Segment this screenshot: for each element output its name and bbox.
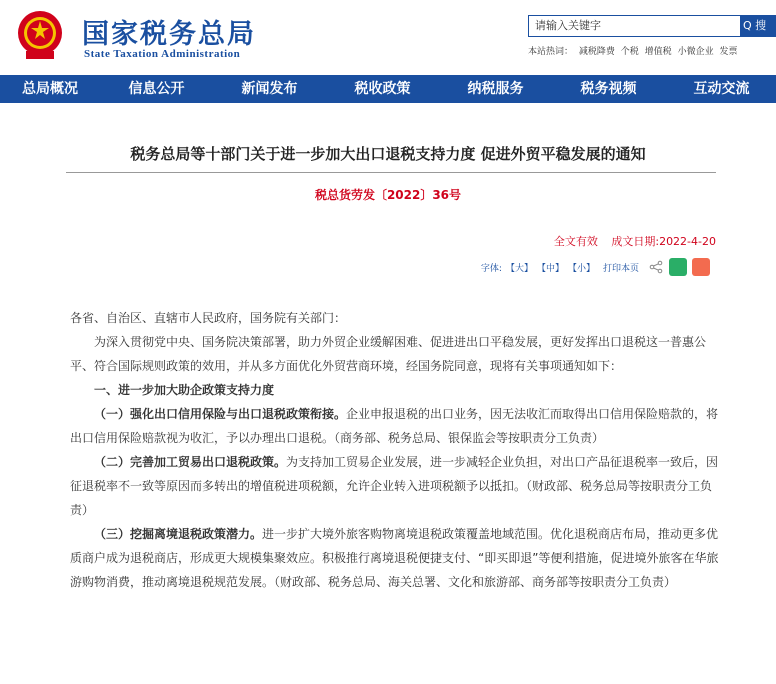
item-3-text: 进一步扩大境外旅客购物离境退税政策覆盖地域范围。优化退税商店布局，推动更多优质商户成为退税商店，形成更大规模集聚效应。积极推行离境退税便捷支付、“即买即退”等便利措施，促进境外旅客在华旅游购物消费，推动离境退税规范发展。（财政部、税务总局、海关总署、文化和旅游部、商务部等按职责分工负责）	[70, 527, 719, 589]
hot-words	[528, 44, 740, 57]
hot-label: 本站热词：	[528, 47, 574, 57]
hot-word[interactable]: 增值税	[644, 47, 672, 57]
validity-status: 全文有效	[553, 235, 598, 248]
search-button[interactable]: Q 搜	[740, 15, 776, 37]
font-large-button[interactable]: 【大】	[505, 263, 533, 274]
section-heading: 一、进一步加大助企政策支持力度	[94, 383, 275, 397]
hot-word[interactable]: 减税降费	[578, 47, 615, 57]
site-header	[0, 0, 776, 72]
national-emblem-icon	[16, 9, 64, 61]
main-nav	[0, 75, 776, 103]
nav-item-interaction[interactable]: 互动交流	[693, 81, 750, 97]
nav-item-info[interactable]: 信息公开	[128, 81, 185, 97]
article-title: 税务总局等十部门关于进一步加大出口退税支持力度 促进外贸平稳发展的通知	[130, 145, 646, 163]
font-small-button[interactable]: 【小】	[567, 263, 595, 274]
item-2-text: 为支持加工贸易企业发展，进一步减轻企业负担，对出口产品征退税率一致后，因征退税率不一致等原因而多转出的增值税进项税额，允许企业转入进项税额予以抵扣。（财政部、税务总局等按职责分工负责）	[70, 455, 719, 517]
nav-item-overview[interactable]: 总局概况	[22, 81, 78, 97]
share-icon[interactable]	[649, 260, 663, 274]
section-item-2	[70, 450, 720, 522]
hot-word[interactable]: 发票	[719, 47, 738, 57]
nav-item-video[interactable]: 税务视频	[580, 81, 637, 97]
search-input[interactable]: 请输入关键字	[528, 15, 740, 37]
item-1-title: （一）强化出口信用保险与出口退税政策衔接。	[94, 407, 347, 421]
site-logo-title[interactable]: 国家税务总局	[82, 19, 256, 50]
nav-item-policy[interactable]: 税收政策	[354, 81, 411, 97]
wechat-icon[interactable]	[669, 258, 687, 276]
hot-word[interactable]: 小微企业	[677, 47, 714, 57]
nav-item-service[interactable]: 纳税服务	[467, 81, 524, 97]
article-tools	[477, 258, 710, 276]
font-size-label: 字体:	[480, 263, 502, 274]
weibo-icon[interactable]	[692, 258, 710, 276]
item-1-text: 企业申报退税的出口业务，因无法收汇而取得出口信用保险赔款的，将出口信用保险赔款视为收汇，予以办理出口退税。（商务部、税务总局、银保监会等按职责分工负责）	[70, 407, 719, 445]
item-3-title: （三）挖掘离境退税政策潜力。	[94, 527, 263, 541]
site-logo-subtitle: State Taxation Administration	[84, 48, 241, 60]
section-item-1	[70, 402, 720, 450]
print-button[interactable]: 打印本页	[602, 263, 639, 274]
issue-date: 成文日期:2022-4-20	[611, 235, 716, 248]
nav-item-news[interactable]: 新闻发布	[241, 81, 298, 97]
intro-paragraph: 为深入贯彻党中央、国务院决策部署，助力外贸企业缓解困难、促进进出口平稳发展，更好发挥出口退税这一普惠公平、符合国际规则政策的效用，并从多方面优化外贸营商环境，经国务院同意，现将有关事项通知如下：	[70, 335, 707, 373]
article-body	[70, 306, 720, 594]
title-divider	[66, 172, 716, 173]
section-item-3	[70, 522, 720, 594]
article-meta	[544, 233, 716, 249]
item-2-title: （二）完善加工贸易出口退税政策。	[94, 455, 287, 469]
salutation: 各省、自治区、直辖市人民政府，国务院有关部门：	[70, 311, 347, 325]
font-medium-button[interactable]: 【中】	[536, 263, 564, 274]
document-number: 税总货劳发〔2022〕36号	[314, 188, 462, 202]
hot-word[interactable]: 个税	[620, 47, 639, 57]
